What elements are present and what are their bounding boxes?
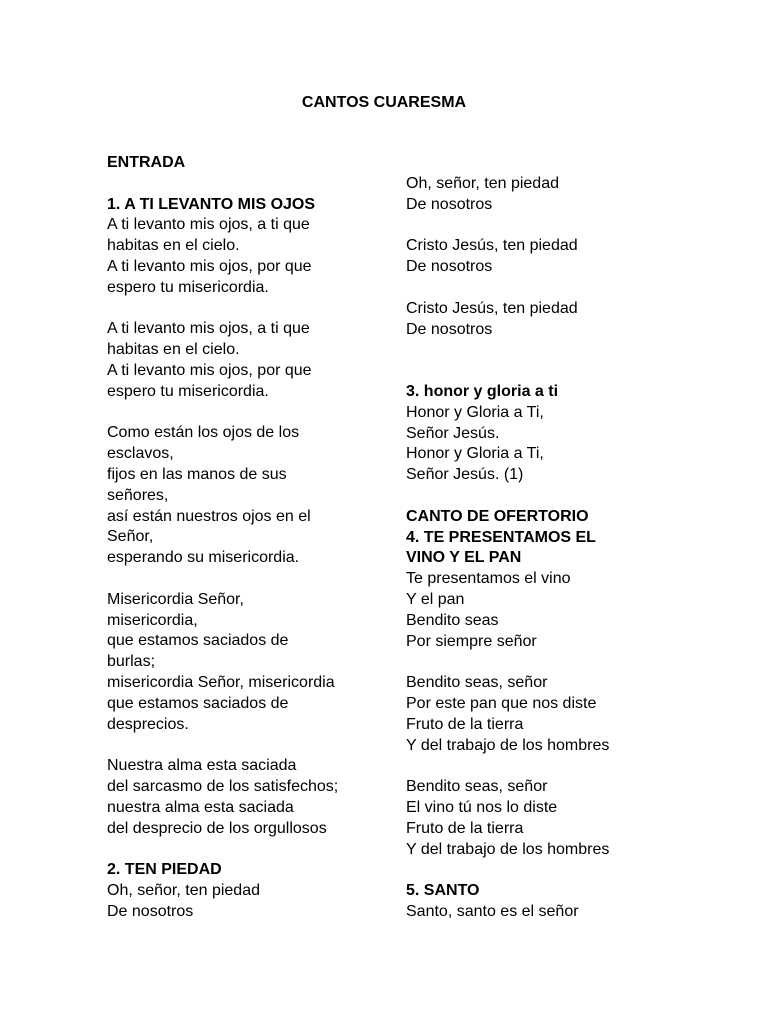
- section-heading: 4. TE PRESENTAMOS EL: [406, 528, 596, 546]
- lyric-line: que estamos saciados de: [107, 694, 289, 712]
- lyric-line: Bendito seas, señor: [406, 778, 548, 796]
- lyric-line: Y del trabajo de los hombres: [406, 736, 610, 754]
- lyric-line: Honor y Gloria a Ti,: [406, 403, 544, 421]
- blank-line: [107, 735, 377, 756]
- lyric-line: del sarcasmo de los satisfechos;: [107, 777, 339, 795]
- blank-line: [406, 652, 646, 673]
- lyric-line: burlas;: [107, 653, 156, 671]
- lyric-line: Bendito seas: [406, 611, 499, 629]
- section-heading: CANTO DE OFERTORIO: [406, 507, 589, 525]
- blank-line: [107, 569, 377, 590]
- blank-line: [406, 756, 646, 777]
- lyric-line: señores,: [107, 486, 169, 504]
- lyric-line: Señor Jesús. (1): [406, 466, 524, 484]
- blank-line: [406, 860, 646, 881]
- lyric-line: Oh, señor, ten piedad: [107, 881, 260, 899]
- lyric-line: esclavos,: [107, 445, 174, 463]
- lyric-line: habitas en el cielo.: [107, 237, 240, 255]
- lyric-line: Por este pan que nos diste: [406, 694, 597, 712]
- lyric-line: Señor Jesús.: [406, 424, 500, 442]
- lyric-line: habitas en el cielo.: [107, 341, 240, 359]
- lyric-line: Señor,: [107, 528, 154, 546]
- section-heading: 3. honor y gloria a ti: [406, 382, 559, 400]
- right-column: [406, 174, 646, 923]
- lyric-line: De nosotros: [406, 195, 493, 213]
- section-heading: 1. A TI LEVANTO MIS OJOS: [107, 195, 316, 213]
- blank-line: [406, 216, 646, 237]
- blank-line: [107, 174, 377, 195]
- lyric-line: así están nuestros ojos en el: [107, 507, 311, 525]
- lyric-line: A ti levanto mis ojos, por que: [107, 361, 312, 379]
- lyric-line: espero tu misericordia.: [107, 278, 269, 296]
- lyric-line: esperando su misericordia.: [107, 549, 300, 567]
- lyric-line: Santo, santo es el señor: [406, 902, 579, 920]
- lyric-line: desprecios.: [107, 715, 189, 733]
- section-heading: ENTRADA: [107, 154, 186, 171]
- lyric-line: Oh, señor, ten piedad: [406, 175, 559, 192]
- lyric-line: De nosotros: [107, 902, 194, 920]
- left-column: [107, 153, 377, 922]
- lyric-line: Cristo Jesús, ten piedad: [406, 299, 578, 317]
- blank-line: [406, 361, 646, 382]
- lyric-line: De nosotros: [406, 320, 493, 338]
- document-title: CANTOS CUARESMA: [301, 94, 467, 111]
- blank-line: [406, 486, 646, 507]
- lyric-line: misericordia,: [107, 611, 198, 629]
- lyric-line: Bendito seas, señor: [406, 674, 548, 692]
- lyric-line: Te presentamos el vino: [406, 570, 571, 588]
- lyric-line: Nuestra alma esta saciada: [107, 757, 297, 775]
- blank-line: [406, 278, 646, 299]
- lyric-line: espero tu misericordia.: [107, 382, 269, 400]
- lyric-line: Misericordia Señor,: [107, 590, 244, 608]
- lyric-line: fijos en las manos de sus: [107, 465, 287, 483]
- lyric-line: A ti levanto mis ojos, a ti que: [107, 320, 310, 338]
- lyric-line: A ti levanto mis ojos, por que: [107, 257, 312, 275]
- lyric-line: Fruto de la tierra: [406, 819, 524, 837]
- blank-line: [107, 839, 377, 860]
- blank-line: [107, 299, 377, 320]
- lyric-line: Y del trabajo de los hombres: [406, 840, 610, 858]
- lyric-line: Honor y Gloria a Ti,: [406, 445, 544, 463]
- lyric-line: De nosotros: [406, 258, 493, 276]
- lyric-line: El vino tú nos lo diste: [406, 798, 558, 816]
- lyric-line: misericordia Señor, misericordia: [107, 673, 335, 691]
- section-heading: 5. SANTO: [406, 882, 480, 900]
- lyric-line: Por siempre señor: [406, 632, 537, 650]
- blank-line: [406, 340, 646, 361]
- lyric-line: Como están los ojos de los: [107, 424, 300, 442]
- blank-line: [107, 403, 377, 424]
- lyric-line: A ti levanto mis ojos, a ti que: [107, 216, 310, 234]
- lyric-line: Y el pan: [406, 590, 465, 608]
- lyric-line: Fruto de la tierra: [406, 715, 524, 733]
- lyric-line: del desprecio de los orgullosos: [107, 819, 327, 837]
- section-heading: 2. TEN PIEDAD: [107, 861, 222, 879]
- lyric-line: nuestra alma esta saciada: [107, 798, 294, 816]
- lyric-line: que estamos saciados de: [107, 632, 289, 650]
- section-heading: VINO Y EL PAN: [406, 549, 522, 567]
- lyric-line: Cristo Jesús, ten piedad: [406, 237, 578, 255]
